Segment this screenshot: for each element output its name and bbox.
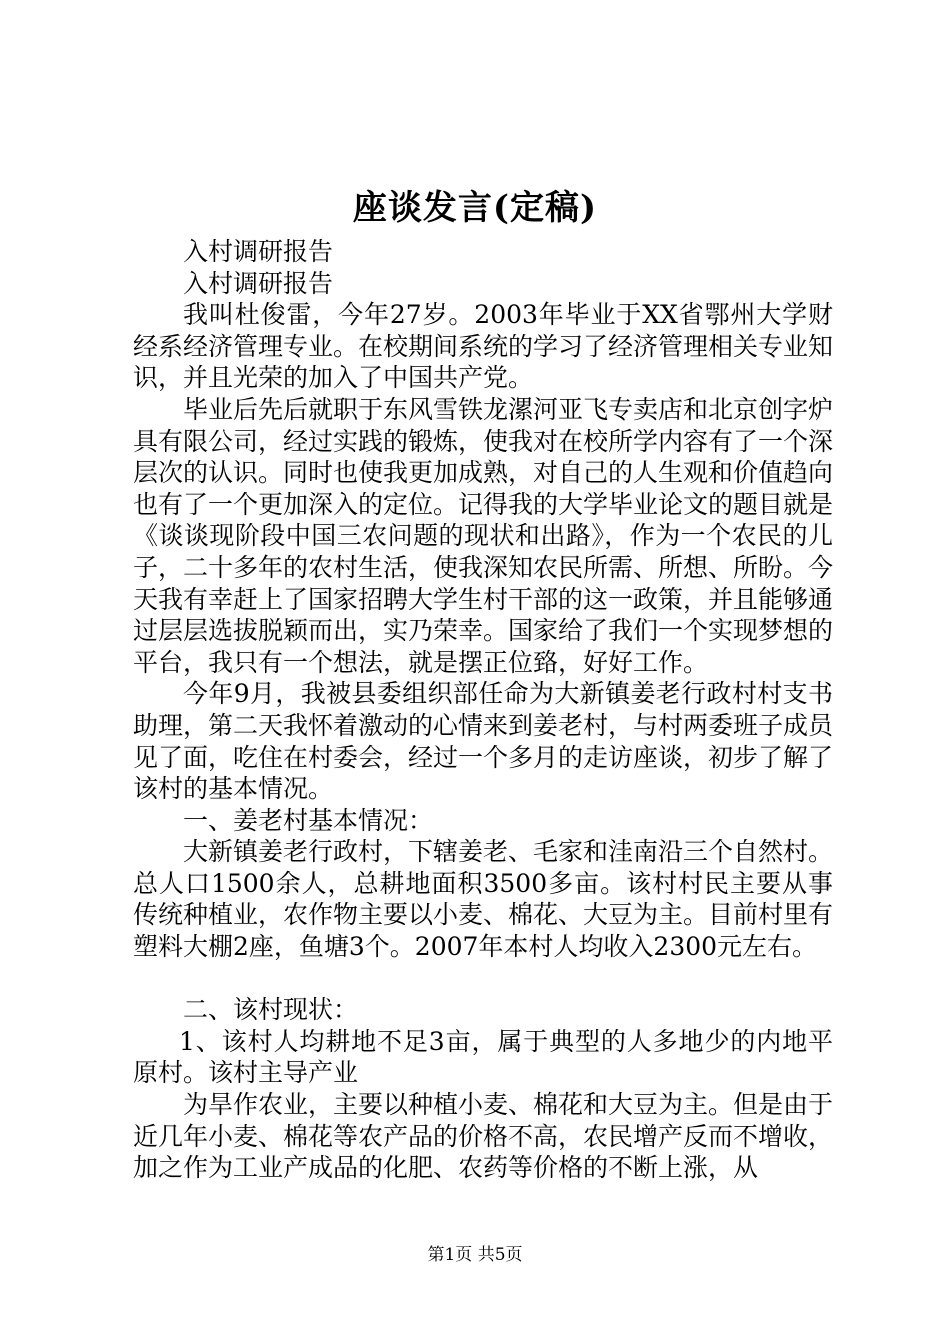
page-footer: 第1页 共5页 (427, 1245, 523, 1265)
paragraph-intro: 我叫杜俊雷，今年27岁。2003年毕业于XX省鄂州大学财经系经济管理专业。在校期间系统的学习了经济管理相关专业知识，并且光荣的加入了中国共产党。 (133, 300, 834, 393)
paragraph-appointment: 今年9月，我被县委组织部任命为大新镇姜老行政村村支书助理，第二天我怀着激动的心情来到姜老村，与村两委班子成员见了面，吃住在村委会，经过一个多月的走访座谈，初步了解了该村的基本情况。 (133, 679, 834, 804)
paragraph-status-2: 为旱作农业，主要以种植小麦、棉花和大豆为主。但是由于近几年小麦、棉花等农产品的价格不高，农民增产反而不增收，加之作为工业产成品的化肥、农药等价格的不断上涨，从 (133, 1090, 834, 1183)
paragraph-status-1: 1、该村人均耕地不足3亩，属于典型的人多地少的内地平原村。该村主导产业 (133, 1026, 833, 1088)
blank-line (133, 963, 833, 995)
section-heading-status: 二、该村现状： (183, 995, 359, 1025)
section-heading-basic-info: 一、姜老村基本情况： (183, 805, 434, 835)
paragraph-basic-info: 大新镇姜老行政村，下辖姜老、毛家和洼南沿三个自然村。总人口1500余人，总耕地面积3500多亩。该村村民主要从事传统种植业，农作物主要以小麦、棉花、大豆为主。目前村里有塑料大棚2座，鱼塘3个。2007年本村人均收入2300元左右。 (133, 837, 834, 962)
paragraph-heading-2: 入村调研报告 (183, 268, 334, 298)
paragraph-heading-1: 入村调研报告 (183, 237, 334, 266)
document-title: 座谈发言(定稿) (352, 188, 598, 228)
paragraph-career: 毕业后先后就职于东风雪铁龙漯河亚飞专卖店和北京创字炉具有限公司，经过实践的锻炼，使我对在校所学内容有了一个深层次的认识。同时也使我更加成熟，对自己的人生观和价值趋向也有了一个更加深入的定位。记得我的大学毕业论文的题目就是《谈谈现阶段中国三农问题的现状和出路》，作为一个农民的儿子，二十多年的农村生活，使我深知农民所需、所想、所盼。今天我有幸赶上了国家招聘大学生村干部的这一政策，并且能够通过层层选拔脱颖而出，实乃荣幸。国家给了我们一个实现梦想的平台，我只有一个想法，就是摆正位臵，好好工作。 (133, 394, 834, 677)
document-body (133, 236, 833, 1184)
